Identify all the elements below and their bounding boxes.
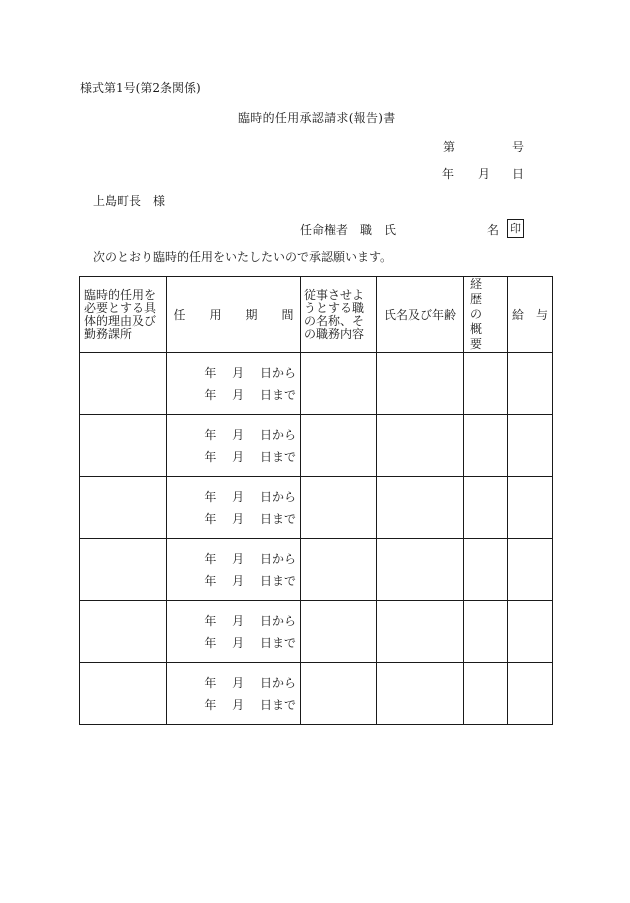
request-statement: 次のとおり臨時的任用をいたしたいので承認願います。 [93,250,393,264]
period-from: 年 月 日から [204,489,296,504]
table-row [80,539,553,601]
period-to: 年 月 日まで [204,573,296,588]
pay-cell [508,353,553,415]
reason-cell [80,601,167,663]
period-cell [167,539,301,601]
number-prefix: 第 [443,140,456,154]
form-label: 様式第1号(第2条関係) [80,81,201,95]
name-age-cell [377,539,464,601]
appointer-name-char: 名 [487,223,500,237]
reason-cell [80,539,167,601]
pay-cell [508,477,553,539]
duty-cell [301,477,377,539]
header-reason: 臨時的任用を 必要とする具 体的理由及び 勤務課所 [80,277,167,353]
period-cell [167,477,301,539]
addressee: 上島町長 様 [93,194,166,208]
header-period: 任 用 期 間 [167,277,301,353]
period-to: 年 月 日まで [204,697,296,712]
header-pay: 給 与 [508,277,553,353]
table-row [80,477,553,539]
pay-cell [508,415,553,477]
date-day: 日 [512,167,525,181]
period-cell [167,663,301,725]
number-suffix: 号 [512,140,525,154]
table-row [80,353,553,415]
name-age-cell [377,353,464,415]
document-title: 臨時的任用承認請求(報告)書 [238,111,396,125]
reason-cell [80,477,167,539]
career-cell [464,353,508,415]
career-cell [464,539,508,601]
period-to: 年 月 日まで [204,387,296,402]
seal-mark: 印 [507,219,524,238]
name-age-cell [377,663,464,725]
career-cell [464,415,508,477]
period-from: 年 月 日から [204,613,296,628]
pay-cell [508,601,553,663]
period-from: 年 月 日から [204,365,296,380]
period-to: 年 月 日まで [204,449,296,464]
career-cell [464,477,508,539]
table-row [80,601,553,663]
period-from: 年 月 日から [204,427,296,442]
reason-cell [80,353,167,415]
period-from: 年 月 日から [204,551,296,566]
name-age-cell [377,415,464,477]
name-age-cell [377,477,464,539]
date-month: 月 [478,167,491,181]
date-year: 年 [442,167,455,181]
duty-cell [301,601,377,663]
duty-cell [301,539,377,601]
header-name-age: 氏名及び年齢 [377,277,464,353]
table-row [80,663,553,725]
period-to: 年 月 日まで [204,635,296,650]
name-age-cell [377,601,464,663]
pay-cell [508,663,553,725]
duty-cell [301,663,377,725]
duty-cell [301,353,377,415]
header-duty: 従事させよ うとする職 の名称、そ の職務内容 [301,277,377,353]
period-to: 年 月 日まで [204,511,296,526]
header-career: 経 歴 の 概 要 [464,277,508,353]
reason-cell [80,663,167,725]
period-cell [167,601,301,663]
pay-cell [508,539,553,601]
appointment-table [79,276,553,725]
table-row [80,415,553,477]
period-from: 年 月 日から [204,675,296,690]
period-cell [167,415,301,477]
period-cell [167,353,301,415]
career-cell [464,663,508,725]
career-cell [464,601,508,663]
table-header-row [80,277,553,353]
duty-cell [301,415,377,477]
appointer-label: 任命権者 職 氏 [300,223,397,237]
reason-cell [80,415,167,477]
